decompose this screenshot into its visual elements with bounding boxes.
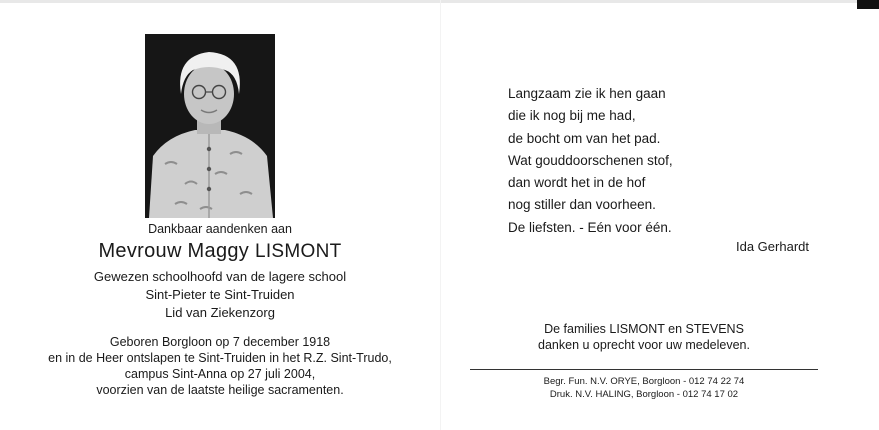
poem bbox=[508, 83, 673, 239]
families-line: De families LISMONT en STEVENS bbox=[544, 322, 744, 336]
poem-line: die ik nog bij me had, bbox=[508, 108, 636, 124]
corner-mark bbox=[857, 0, 879, 9]
poem-line: Langzaam zie ik hen gaan bbox=[508, 86, 666, 101]
portrait-photo bbox=[145, 34, 275, 218]
life-line: voorzien van de laatste heilige sacramenten. bbox=[96, 383, 344, 397]
credit-line: Druk. N.V. HALING, Borgloon - 012 74 17 02 bbox=[549, 388, 739, 400]
poem-line: nog stiller dan voorheen. bbox=[508, 197, 656, 213]
families-thanks bbox=[470, 321, 818, 353]
deceased-name bbox=[0, 240, 440, 263]
role-line: Sint-Pieter te Sint-Truiden bbox=[145, 287, 295, 302]
card-fold bbox=[440, 0, 441, 430]
life-line: Geboren Borgloon op 7 december 1918 bbox=[109, 335, 331, 349]
families-line: danken u oprecht voor uw medeleven. bbox=[538, 338, 750, 352]
poem-line: dan wordt het in de hof bbox=[508, 175, 646, 191]
thanks-line: Dankbaar aandenken aan bbox=[148, 222, 292, 236]
name-prefix: Mevrouw Maggy bbox=[98, 240, 255, 262]
poem-line: Wat gouddoorschenen stof, bbox=[508, 152, 673, 168]
life-details bbox=[0, 334, 440, 398]
poem-author: Ida Gerhardt bbox=[736, 239, 809, 254]
divider bbox=[470, 369, 818, 370]
credits bbox=[470, 376, 818, 401]
role-line: Gewezen schoolhoofd van de lagere school bbox=[93, 269, 347, 284]
life-line: campus Sint-Anna op 27 juli 2004, bbox=[124, 367, 316, 381]
credit-line: Begr. Fun. N.V. ORYE, Borgloon - 012 74 22 74 bbox=[543, 376, 745, 387]
role-line: Lid van Ziekenzorg bbox=[165, 305, 275, 320]
poem-line: De liefsten. - Eén voor één. bbox=[508, 219, 672, 235]
life-line: en in de Heer ontslapen te Sint-Truiden in het R.Z. Sint-Trudo, bbox=[48, 351, 392, 365]
poem-line: de bocht om van het pad. bbox=[508, 130, 661, 146]
portrait-illustration bbox=[145, 34, 275, 218]
name-surname: LISMONT bbox=[254, 241, 342, 262]
